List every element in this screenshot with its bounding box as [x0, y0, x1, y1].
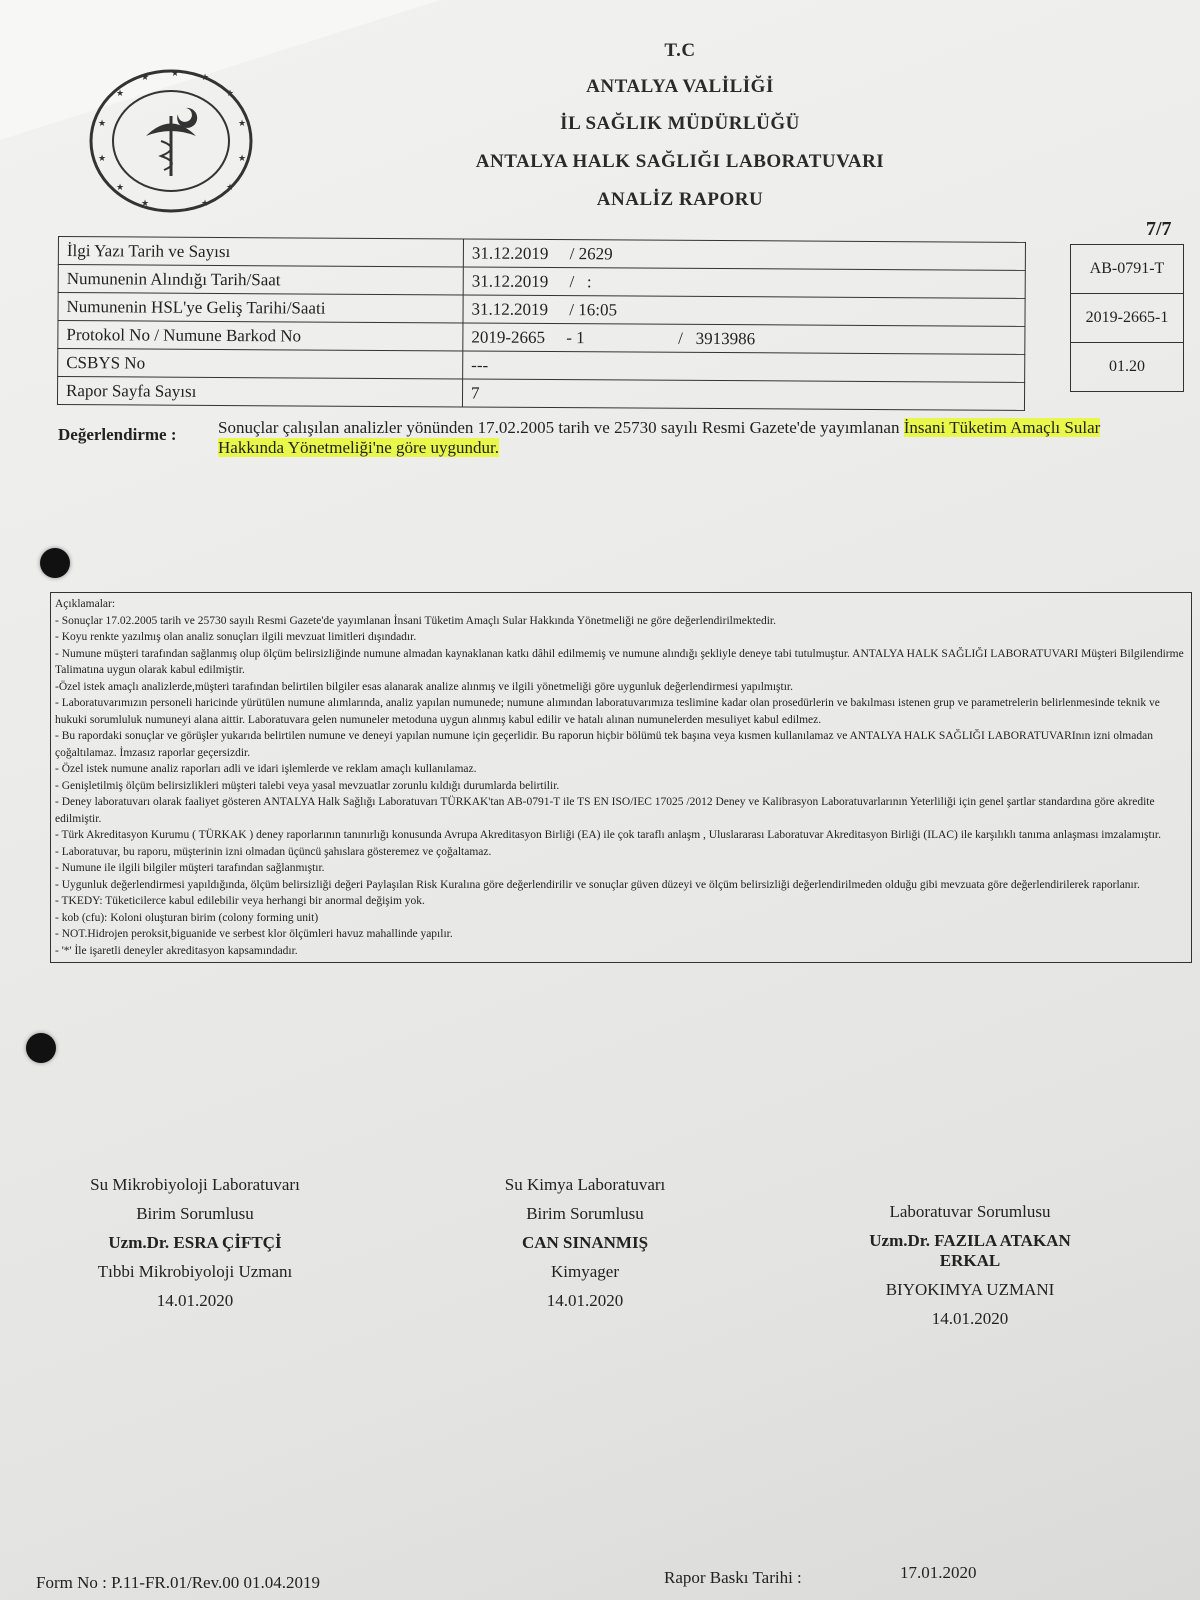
signature-lab: Su Kimya Laboratuvarı	[504, 1175, 666, 1194]
evaluation-highlight: İnsani Tüketim Amaçlı Sular	[903, 418, 1101, 437]
svg-text:★: ★	[201, 198, 210, 208]
signature-role: Birim Sorumlusu	[526, 1204, 644, 1223]
note-item: - Laboratuvarımızın personeli haricinde yürütülen numune alımlarında, analiz yapılan numunede; numune alımından laboratuvarımıza teslimine kadar olan prosedürlerin ve bakılması istenen grup ve parametrelerin belirlenmesinde teknik ve hukuki sorumluluk numuneyi alana aittir. Laboratuvara gelen numuneler metoduna uygun alınmış kabul edilir ve hatalı alınan numunelerden mesuliyet kabul edilmez.	[55, 697, 1160, 726]
evaluation-text	[218, 418, 1178, 458]
print-date-label: Rapor Baskı Tarihi :	[664, 1568, 802, 1587]
row-label: Protokol No / Numune Barkod No	[58, 321, 463, 351]
signature-date: 14.01.2020	[931, 1309, 1009, 1328]
svg-text:★: ★	[226, 182, 235, 192]
signature-lab-manager	[850, 1202, 1090, 1338]
header-tc: T.C	[664, 40, 696, 61]
signature-lab: Su Mikrobiyoloji Laboratuvarı	[90, 1175, 300, 1194]
note-item: - NOT.Hidrojen peroksit,biguanide ve serbest klor ölçümleri havuz mahallinde yapılır.	[55, 928, 453, 940]
row-value: 7	[462, 379, 1024, 410]
row-value: 31.12.2019 / :	[463, 267, 1025, 298]
svg-text:★: ★	[116, 88, 125, 98]
svg-text:★: ★	[238, 118, 247, 128]
signature-chemistry	[470, 1175, 700, 1320]
note-item: - Laboratuvar, bu raporu, müşterinin izni olmadan üçüncü şahıslara gösteremez ve çoğaltamaz.	[55, 845, 492, 858]
note-item: - Özel istek numune analiz raporları adli ve idari işlemlerde ve reklam amaçlı kullanılamaz.	[55, 763, 477, 775]
row-label: Numunenin Alındığı Tarih/Saat	[58, 265, 463, 295]
notes-box	[50, 592, 1192, 963]
evaluation-text-plain: Sonuçlar çalışılan analizler yönünden 17.02.2005 tarih ve 25730 sayılı Resmi Gazete'de yayımlanan	[218, 418, 904, 437]
header-directorate: İL SAĞLIK MÜDÜRLÜĞÜ	[560, 113, 800, 134]
row-label: Numunenin HSL'ye Geliş Tarihi/Saati	[58, 293, 463, 323]
row-label: İlgi Yazı Tarih ve Sayısı	[58, 237, 463, 267]
row-value: 31.12.2019 / 2629	[463, 239, 1025, 270]
signature-lab: Laboratuvar Sorumlusu	[889, 1202, 1051, 1221]
revision-code: 01.20	[1109, 358, 1145, 375]
evaluation-label: Değerlendirme :	[58, 425, 177, 444]
ministry-seal-icon	[86, 66, 256, 216]
notes-heading: Açıklamalar:	[55, 598, 116, 610]
note-item: - Genişletilmiş ölçüm belirsizlikleri müşteri talebi veya yasal mevzuatlar zorunlu kıldığı durumlarda belirtilir.	[55, 779, 560, 792]
note-item: - Koyu renkte yazılmış olan analiz sonuçları ilgili mevzuat limitleri dışındadır.	[55, 631, 417, 643]
page-count: 7/7	[1146, 218, 1172, 240]
svg-text:★: ★	[141, 198, 150, 208]
note-item: - Numune ile ilgili bilgiler müşteri tarafından sağlanmıştır.	[55, 862, 325, 874]
row-value: 31.12.2019 / 16:05	[463, 295, 1025, 326]
signature-date: 14.01.2020	[546, 1291, 624, 1310]
signature-date: 14.01.2020	[156, 1291, 234, 1310]
header-report-title: ANALİZ RAPORU	[596, 189, 764, 210]
signature-name: Uzm.Dr. FAZILA ATAKAN ERKAL	[869, 1231, 1071, 1270]
svg-text:★: ★	[98, 153, 107, 163]
note-item: - Deney laboratuvarı olarak faaliyet gösteren ANTALYA Halk Sağlığı Laboratuvarı TÜRKAK'tan AB-0791-T ile TS EN ISO/IEC 17025 /2012 Deney ve Kalibrasyon Laboratuvarlarının Yeterliliği için genel şartlar standardına göre akredite edilmiştir.	[55, 796, 1155, 825]
row-value: ---	[463, 351, 1025, 382]
header-governorship: ANTALYA VALİLİĞİ	[586, 76, 774, 97]
report-info-table	[57, 236, 1026, 411]
signature-microbiology	[60, 1175, 330, 1320]
print-date: 17.01.2020	[900, 1563, 977, 1582]
signature-name: Uzm.Dr. ESRA ÇİFTÇİ	[108, 1233, 282, 1252]
accreditation-code: AB-0791-T	[1071, 245, 1183, 294]
punch-hole	[26, 1033, 56, 1063]
signature-role: Birim Sorumlusu	[136, 1204, 254, 1223]
row-label: CSBYS No	[58, 349, 463, 379]
note-item: - '*' İle işaretli deneyler akreditasyon kapsamındadır.	[55, 944, 298, 957]
note-item: - Sonuçlar 17.02.2005 tarih ve 25730 sayılı Resmi Gazete'de yayımlanan İnsani Tüketim Amaçlı Sular Hakkında Yönetmeliği ne göre değerlendirilmektedir.	[55, 614, 776, 627]
table-row	[57, 377, 1024, 411]
svg-text:★: ★	[116, 182, 125, 192]
svg-text:★: ★	[171, 68, 180, 78]
signature-title: BIYOKIMYA UZMANI	[885, 1280, 1055, 1299]
svg-text:★: ★	[98, 118, 107, 128]
row-value: 2019-2665 - 1 / 3913986	[463, 323, 1025, 354]
signature-title: Tıbbi Mikrobiyoloji Uzmanı	[97, 1262, 293, 1281]
evaluation-highlight: Hakkında Yönetmeliği'ne göre uygundur.	[218, 438, 499, 457]
note-item: - Bu rapordaki sonuçlar ve görüşler yukarıda belirtilen numune ve deneyi yapılan numune için geçerlidir. Bu raporun hiçbir bölümü tek başına veya kısmen kullanılamaz ve ANTALYA HALK SAĞLIĞI LABORATUVARInın izni olmadan çoğaltılamaz. İmzasız raporlar geçersizdir.	[55, 730, 1153, 759]
note-item: - Numune müşteri tarafından sağlanmış olup ölçüm belirsizliğinde numune almadan kaynaklanan katkı dâhil edilmemiş ve numune alındığı şekliyle deneye tabi tutulmuştur. ANTALYA HALK SAĞLIĞI LABORATUVARI Müşteri Bilgilendirme Talimatına uygun olarak kabul edilmiştir.	[55, 647, 1184, 676]
note-item: - kob (cfu): Koloni oluşturan birim (colony forming unit)	[55, 911, 319, 924]
note-item: - Uygunluk değerlendirmesi yapıldığında, ölçüm belirsizliği değeri Paylaşılan Risk Kuralına göre değerlendirilir ve sonuçlar güven düzeyi ve ölçüm belirsizliği değerlendirilmeden olduğu gibi mevzuata göre değerlendirilerek raporlanır.	[55, 878, 1140, 891]
form-number: Form No : P.11-FR.01/Rev.00 01.04.2019	[36, 1573, 320, 1592]
note-item: -Özel istek amaçlı analizlerde,müşteri tarafından belirtilen bilgiler esas alanarak analize alınmış ve ilgili yönetmeliği göre uygunluk değerlendirmesi yapılmıştır.	[55, 680, 793, 693]
svg-text:★: ★	[141, 72, 150, 82]
svg-text:★: ★	[238, 153, 247, 163]
signature-title: Kimyager	[551, 1262, 619, 1281]
svg-text:★: ★	[226, 88, 235, 98]
note-item: - Türk Akreditasyon Kurumu ( TÜRKAK ) deney raporlarının tanınırlığı konusunda Avrupa Akreditasyon Birliği (EA) ile çok taraflı anlaşm , Uluslararası Laboratuvar Akreditasyon Birliği (ILAC) ile karşılıklı tanıma anlaşması imzalamıştır.	[55, 829, 1161, 841]
punch-hole	[40, 548, 70, 578]
row-label: Rapor Sayfa Sayısı	[57, 377, 462, 407]
note-item: - TKEDY: Tüketicilerce kabul edilebilir veya herhangi bir anormal değişim yok.	[55, 895, 425, 907]
protocol-code: 2019-2665-1	[1071, 294, 1183, 343]
signature-name: CAN SINANMIŞ	[521, 1233, 649, 1252]
accreditation-code-box	[1070, 244, 1184, 392]
svg-text:★: ★	[201, 72, 210, 82]
header-laboratory: ANTALYA HALK SAĞLIĞI LABORATUVARI	[475, 151, 885, 172]
